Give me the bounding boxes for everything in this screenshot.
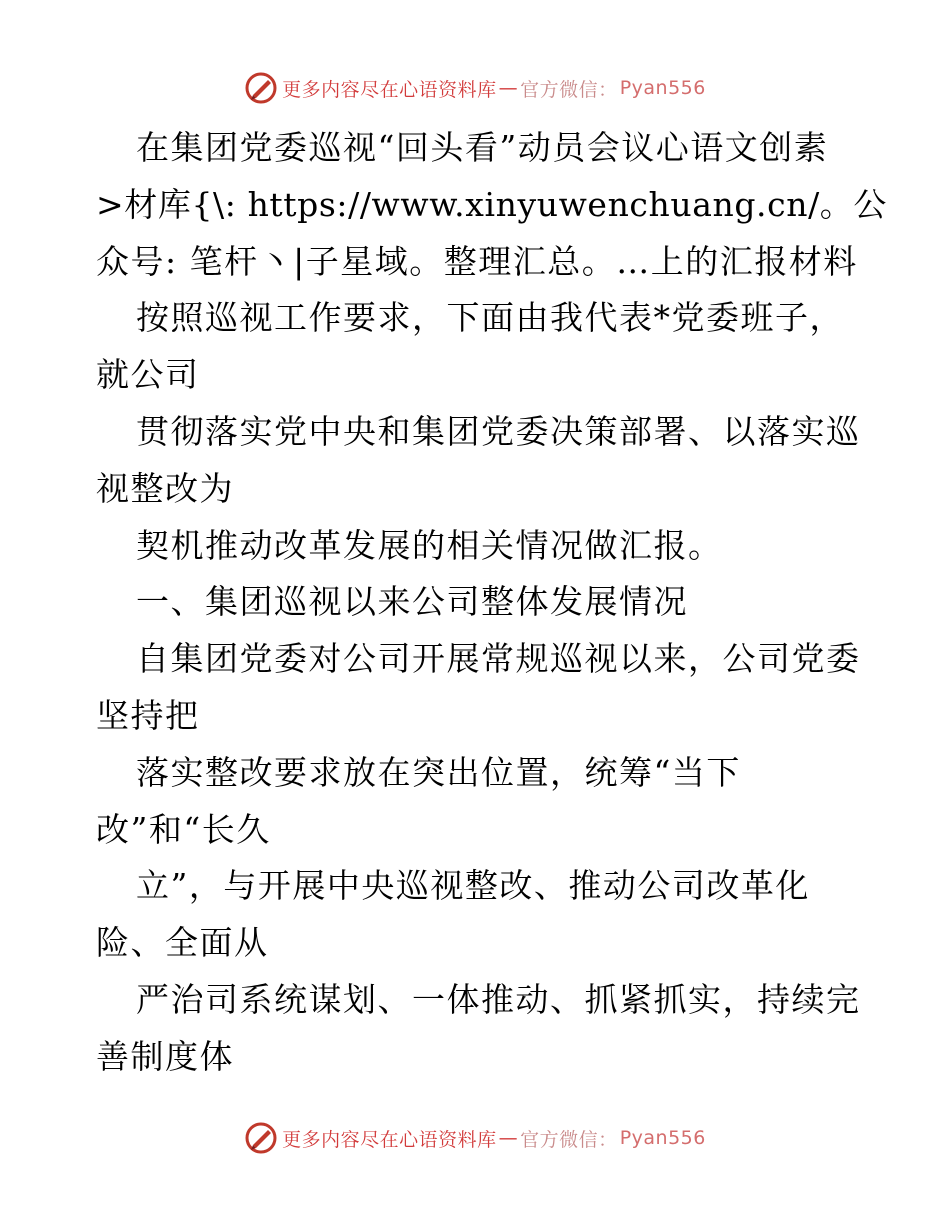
pen-logo-icon: [244, 71, 278, 105]
watermark-dash: —: [498, 77, 519, 99]
text-line-4: 按照巡视工作要求，下面由我代表*党委班子，: [136, 298, 844, 338]
watermark-label: 官方微信：: [520, 78, 618, 101]
watermark-wechat-id: Pyan556: [619, 1127, 706, 1149]
text-line-2: >材库{\: https://www.xinyuwenchuang.cn/。公: [96, 184, 888, 224]
text-line-15: 险、全面从: [96, 923, 269, 963]
document-body: [96, 120, 888, 1086]
text-line-1: 在集团党委巡视“回头看”动员会议心语文创素: [136, 128, 829, 167]
text-line-8: 契机推动改革发展的相关情况做汇报。: [136, 525, 723, 565]
text-line-12: 落实整改要求放在突出位置，统筹“当下: [136, 752, 741, 792]
watermark-main-text: 更多内容尽在心语资料库: [282, 1128, 497, 1151]
text-line-16: 严治司系统谋划、一体推动、抓紧抓实，持续完: [136, 979, 861, 1019]
text-line-13: 改”和“长久: [96, 809, 271, 849]
text-line-14: 立”，与开展中央巡视整改、推动公司改革化: [136, 866, 810, 906]
watermark-label: 官方微信：: [520, 1128, 618, 1151]
text-line-11: 坚持把: [96, 695, 200, 735]
pen-logo-icon: [244, 1121, 278, 1155]
watermark-wechat-id: Pyan556: [619, 77, 706, 99]
watermark-banner-top: [0, 68, 950, 108]
text-line-5: 就公司: [96, 355, 200, 395]
watermark-main-text: 更多内容尽在心语资料库: [282, 78, 497, 101]
text-line-3: 众号: 笔杆丶|子星域。整理汇总。…上的汇报材料: [96, 241, 858, 281]
section-heading: 一、集团巡视以来公司整体发展情况: [136, 582, 688, 622]
watermark-banner-bottom: [0, 1118, 950, 1158]
text-line-6: 贯彻落实党中央和集团党委决策部署、以落实巡: [136, 411, 861, 451]
text-line-17: 善制度体: [96, 1036, 234, 1076]
watermark-dash: —: [498, 1127, 519, 1149]
text-line-7: 视整改为: [96, 468, 234, 508]
text-line-10: 自集团党委对公司开展常规巡视以来，公司党委: [136, 639, 861, 679]
